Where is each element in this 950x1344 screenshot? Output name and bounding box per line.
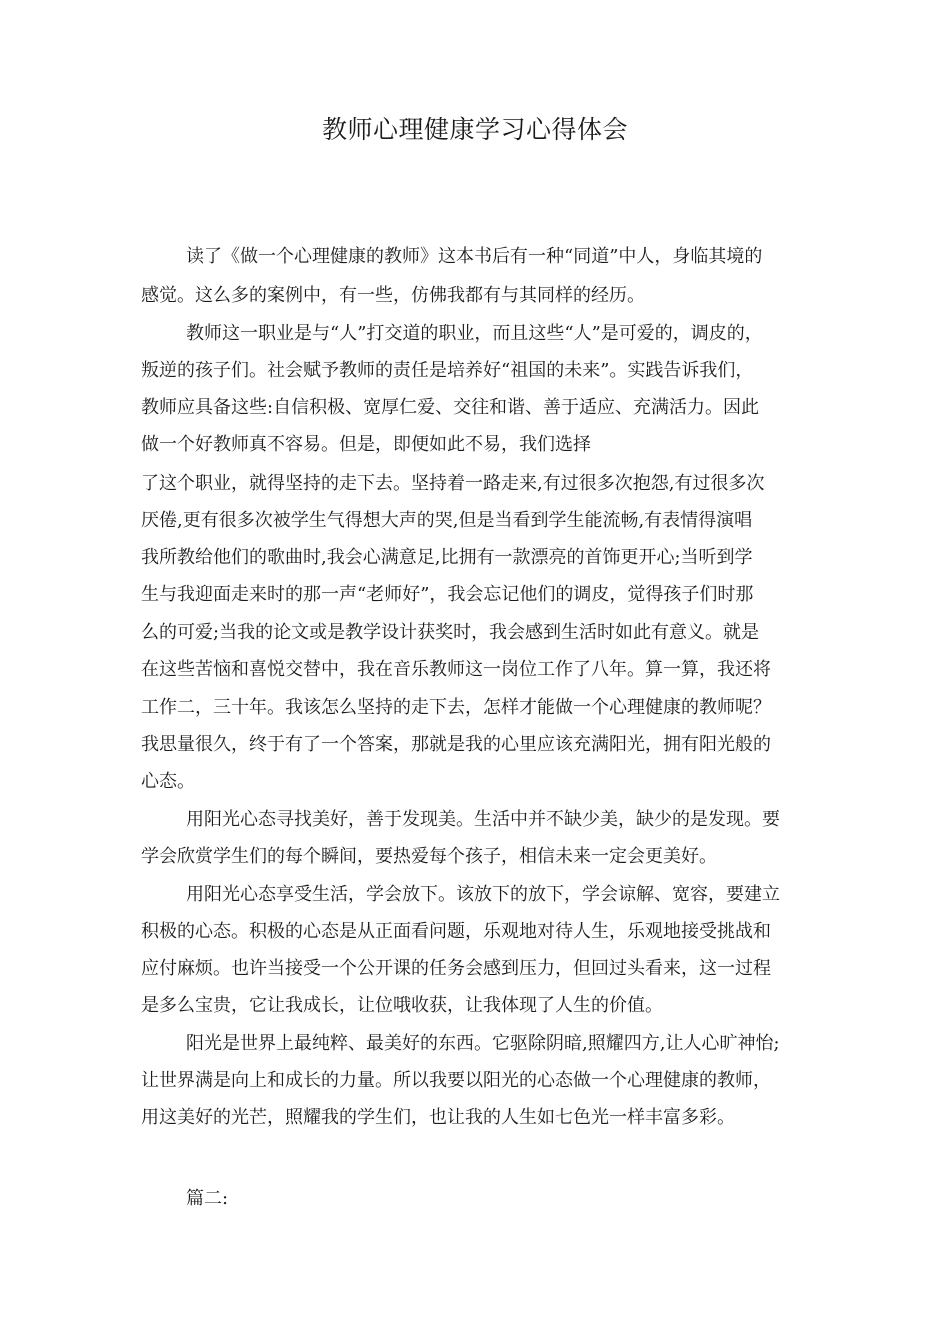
paragraph-line: 用阳光心态享受生活，学会放下。该放下的放下，学会谅解、宽容，要建立 (186, 884, 780, 905)
paragraph-line: 叛逆的孩子们。社会赋予教师的责任是培养好“祖国的未来”。实践告诉我们， (141, 360, 754, 381)
paragraph-line: 积极的心态。积极的心态是从正面看问题，乐观地对待人生，乐观地接受挑战和 (141, 921, 771, 942)
paragraph-line: 生与我迎面走来时的那一声“老师好”，我会忘记他们的调皮，觉得孩子们时那 (141, 584, 754, 605)
paragraph-line: 了这个职业，就得坚持的走下去。坚持着一路走来,有过很多次抱怨,有过很多次 (141, 473, 765, 494)
paragraph-line: 工作二，三十年。我该怎么坚持的走下去，怎样才能做一个心理健康的教师呢？ (141, 697, 771, 718)
paragraph-line: 我思量很久，终于有了一个答案，那就是我的心里应该充满阳光，拥有阳光般的 (141, 734, 771, 755)
paragraph-line: 么的可爱;当我的论文或是教学设计获奖时，我会感到生活时如此有意义。就是 (141, 622, 760, 643)
section-label: 篇二: (186, 1188, 229, 1209)
paragraph-line: 用阳光心态寻找美好，善于发现美。生活中并不缺少美，缺少的是发现。要 (186, 809, 780, 830)
paragraph-line: 教师应具备这些:自信积极、宽厚仁爱、交往和谐、善于适应、充满活力。因此 (141, 397, 760, 418)
paragraph-line: 在这些苦恼和喜悦交替中，我在音乐教师这一岗位工作了八年。算一算，我还将 (141, 659, 771, 680)
paragraph-line: 我所教给他们的歌曲时,我会心满意足,比拥有一款漂亮的首饰更开心;当听到学 (141, 547, 753, 568)
paragraph-line: 读了《做一个心理健康的教师》这本书后有一种“同道”中人，身临其境的 (186, 246, 763, 267)
paragraph-line: 厌倦,更有很多次被学生气得想大声的哭,但是当看到学生能流畅,有表情得演唱 (141, 510, 753, 531)
paragraph-line: 让世界满是向上和成长的力量。所以我要以阳光的心态做一个心理健康的教师， (141, 1070, 771, 1091)
paragraph-line: 应付麻烦。也许当接受一个公开课的任务会感到压力，但回过头看来，这一过程 (141, 958, 771, 979)
paragraph-line: 感觉。这么多的案例中，有一些，仿佛我都有与其同样的经历。 (141, 285, 645, 306)
paragraph-line: 用这美好的光芒，照耀我的学生们，也让我的人生如七色光一样丰富多彩。 (141, 1107, 735, 1128)
paragraph-line: 心态。 (141, 771, 195, 792)
document-title: 教师心理健康学习心得体会 (321, 115, 628, 144)
paragraph-line: 教师这一职业是与“人”打交道的职业，而且这些“人”是可爱的，调皮的， (186, 323, 763, 344)
paragraph-line: 学会欣赏学生们的每个瞬间，要热爱每个孩子，相信未来一定会更美好。 (141, 846, 717, 867)
paragraph-line: 做一个好教师真不容易。但是，即便如此不易，我们选择 (141, 434, 591, 455)
paragraph-line: 阳光是世界上最纯粹、最美好的东西。它驱除阴暗,照耀四方,让人心旷神怡; (186, 1033, 780, 1054)
paragraph-line: 是多么宝贵，它让我成长，让位哦收获，让我体现了人生的价值。 (141, 995, 663, 1016)
